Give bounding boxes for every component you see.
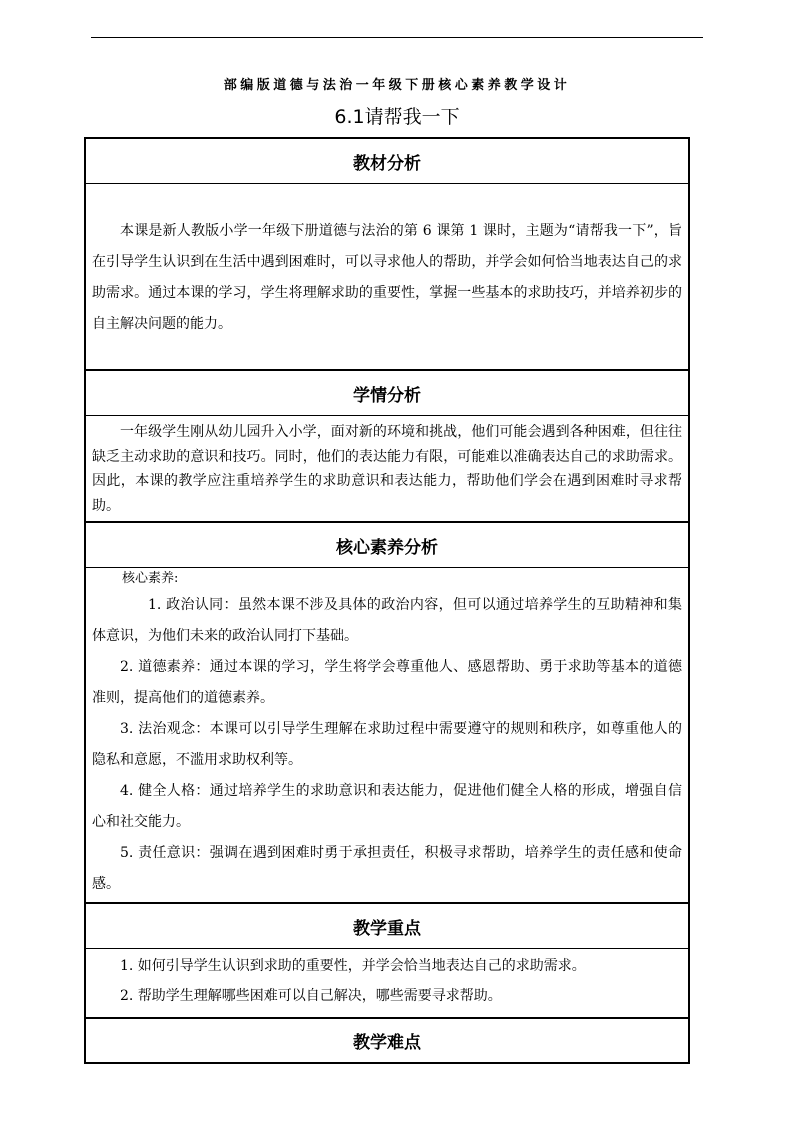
learner-analysis-body xyxy=(86,416,688,523)
core-literacy-item: 5. 责任意识：强调在遇到困难时勇于承担责任，积极寻求帮助，培养学生的责任感和使命感。 xyxy=(92,845,682,892)
learner-analysis-heading: 学情分析 xyxy=(86,371,688,416)
teaching-focus-body xyxy=(86,949,688,1019)
core-literacy-heading: 核心素养分析 xyxy=(86,523,688,568)
material-analysis-paragraph: 本课是新人教版小学一年级下册道德与法治的第 6 课第 1 课时，主题为“请帮我一下”，旨在引导学生认识到在生活中遇到困难时，可以寻求他人的帮助，并学会如何恰当地表达自己的求助需求。通过本课的学习，学生将理解求助的重要性，掌握一些基本的求助技巧，并培养初步的自主解决问题的能力。 xyxy=(92,223,682,332)
learner-analysis-paragraph: 一年级学生刚从幼儿园升入小学，面对新的环境和挑战，他们可能会遇到各种困难，但往往缺乏主动求助的意识和技巧。同时，他们的表达能力有限，可能难以准确表达自己的求助需求。因此，本课的教学应注重培养学生的求助意识和表达能力，帮助他们学会在遇到困难时寻求帮助。 xyxy=(92,424,682,514)
document-title: 6.1请帮我一下 xyxy=(334,106,460,128)
lesson-plan-table xyxy=(84,137,690,1064)
teaching-focus-item: 1. 如何引导学生认识到求助的重要性，并学会恰当地表达自己的求助需求。 xyxy=(120,958,586,974)
teaching-focus-heading: 教学重点 xyxy=(86,904,688,949)
material-analysis-body xyxy=(86,184,688,371)
core-literacy-intro: 核心素养: xyxy=(122,571,179,586)
core-literacy-item: 3. 法治观念：本课可以引导学生理解在求助过程中需要遵守的规则和秩序，如尊重他人的隐私和意愿，不滥用求助权利等。 xyxy=(92,721,682,768)
core-literacy-item: 2. 道德素养：通过本课的学习，学生将学会尊重他人、感恩帮助、勇于求助等基本的道德准则，提高他们的道德素养。 xyxy=(92,659,682,706)
teaching-focus-item: 2. 帮助学生理解哪些困难可以自己解决，哪些需要寻求帮助。 xyxy=(120,988,502,1004)
core-literacy-body xyxy=(86,568,688,904)
teaching-difficulty-heading: 教学难点 xyxy=(86,1019,688,1064)
material-analysis-heading: 教材分析 xyxy=(86,139,688,184)
core-literacy-item: 1. 政治认同：虽然本课不涉及具体的政治内容，但可以通过培养学生的互助精神和集体意识，为他们未来的政治认同打下基础。 xyxy=(92,597,682,644)
document-subtitle: 部编版道德与法治一年级下册核心素养教学设计 xyxy=(223,78,571,93)
header-rule xyxy=(91,37,703,38)
core-literacy-item: 4. 健全人格：通过培养学生的求助意识和表达能力，促进他们健全人格的形成，增强自信心和社交能力。 xyxy=(92,783,682,830)
